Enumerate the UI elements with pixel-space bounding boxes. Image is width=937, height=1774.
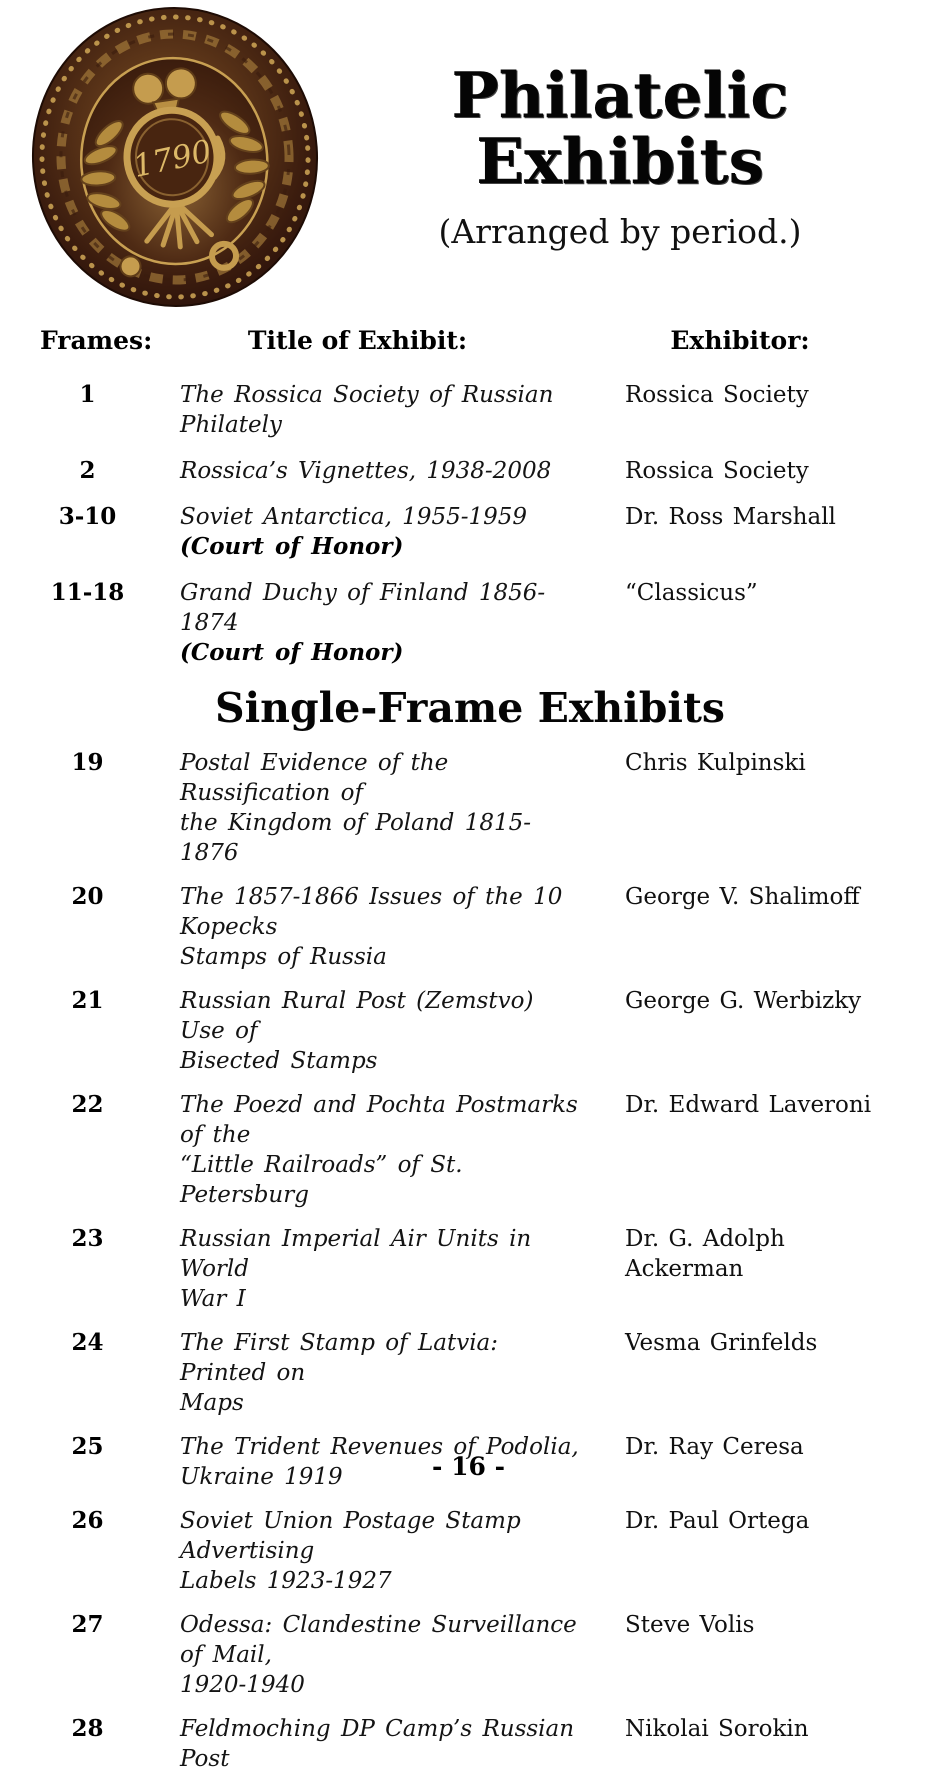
column-header-title: Title of Exhibit: — [247, 326, 468, 355]
exhibit-title — [135, 1714, 580, 1774]
frame-number: 28 — [71, 1715, 104, 1742]
exhibit-title — [135, 1090, 580, 1210]
exhibitor-name: George G. Werbizky — [625, 988, 862, 1014]
exhibitor-name: “Classicus” — [625, 580, 758, 606]
exhibit-title-line: Soviet Antarctica, 1955-1959 — [180, 504, 528, 530]
masthead — [0, 0, 937, 310]
table-row — [40, 456, 900, 486]
exhibit-title — [135, 1506, 580, 1596]
exhibit-title-line: 1920-1940 — [180, 1672, 305, 1698]
exhibitor-name: Dr. Ross Marshall — [625, 504, 836, 530]
frame-number: 26 — [71, 1507, 104, 1534]
court-of-honor-note: (Court of Honor) — [180, 533, 404, 560]
table-row — [40, 380, 900, 440]
exhibit-title-line: “Little Railroads” of St. Petersburg — [180, 1152, 463, 1208]
frame-number: 20 — [71, 883, 104, 910]
exhibit-title-line: The Trident Revenues of Podolia, — [180, 1434, 579, 1460]
frame-number: 19 — [71, 749, 104, 776]
exhibitor-name: Dr. Edward Laveroni — [625, 1092, 872, 1118]
exhibit-title-line: Russian Rural Post (Zemstvo) Use of — [180, 988, 534, 1044]
exhibit-title — [135, 1224, 580, 1314]
exhibit-title-line: Russian Imperial Air Units in World — [180, 1226, 532, 1282]
page-number: - 16 - — [432, 1452, 505, 1481]
frame-number: 21 — [71, 987, 104, 1014]
exhibit-title — [135, 882, 580, 972]
column-header-exhibitor: Exhibitor: — [670, 326, 810, 355]
exhibit-title-line: The Poezd and Pochta Postmarks of the — [180, 1092, 578, 1148]
frame-number: 1 — [79, 381, 96, 408]
frame-number: 27 — [71, 1611, 104, 1638]
exhibit-title-line: the Kingdom of Poland 1815-1876 — [180, 810, 532, 866]
table-row — [40, 748, 900, 868]
exhibit-title-line: Ukraine 1919 — [180, 1464, 343, 1490]
exhibitor-name: George V. Shalimoff — [625, 884, 860, 910]
medallion-year-text: 1790 — [130, 133, 215, 185]
exhibit-title-line: Soviet Union Postage Stamp Advertising — [180, 1508, 521, 1564]
frame-number: 24 — [71, 1329, 104, 1356]
exhibitor-name: Nikolai Sorokin — [625, 1716, 809, 1742]
main-exhibit-rows — [40, 380, 900, 668]
exhibit-title-line: The Rossica Society of Russian Philately — [180, 382, 554, 438]
exhibit-title-line: The 1857-1866 Issues of the 10 Kopecks — [180, 884, 563, 940]
table-header-row — [40, 324, 900, 358]
exhibit-title — [135, 456, 580, 486]
exhibitor-name: Steve Volis — [625, 1612, 755, 1638]
exhibit-title-line: Labels 1923-1927 — [180, 1568, 392, 1594]
exhibit-title-line: War I — [180, 1286, 246, 1312]
exhibit-title — [135, 1328, 580, 1418]
exhibit-title — [135, 986, 580, 1076]
exhibitor-name: Dr. Paul Ortega — [625, 1508, 810, 1534]
frame-number: 11-18 — [50, 579, 125, 606]
exhibitor-name: Dr. G. Adolph Ackerman — [625, 1226, 785, 1282]
table-row — [40, 1506, 900, 1596]
exhibit-title-line: The First Stamp of Latvia: Printed on — [180, 1330, 499, 1386]
frame-number: 23 — [71, 1225, 104, 1252]
table-row — [40, 1090, 900, 1210]
exhibit-title — [135, 380, 580, 440]
table-row — [40, 986, 900, 1076]
exhibit-title-line: Maps — [180, 1390, 244, 1416]
exhibit-title — [135, 1610, 580, 1700]
table-row — [40, 882, 900, 972]
single-frame-section-heading: Single-Frame Exhibits — [215, 684, 725, 732]
exhibit-title — [135, 748, 580, 868]
frame-number: 22 — [71, 1091, 104, 1118]
table-row — [40, 1224, 900, 1314]
exhibitor-name: Chris Kulpinski — [625, 750, 806, 776]
exhibit-title-line: Grand Duchy of Finland 1856-1874 — [180, 580, 546, 636]
page-subtitle: (Arranged by period.) — [438, 212, 802, 252]
postal-seal-medallion-image — [25, 5, 325, 310]
table-row — [40, 1328, 900, 1418]
exhibit-title-line: Stamps of Russia — [180, 944, 387, 970]
exhibitor-name: Dr. Ray Ceresa — [625, 1434, 804, 1460]
table-row — [40, 1714, 900, 1774]
page-title: Philatelic Exhibits — [451, 58, 789, 199]
court-of-honor-note: (Court of Honor) — [180, 639, 404, 666]
exhibit-title — [135, 502, 580, 562]
exhibit-title-line: Feldmoching DP Camp’s Russian Post — [180, 1716, 575, 1772]
table-row — [40, 502, 900, 562]
frame-number: 2 — [79, 457, 96, 484]
exhibit-title — [135, 578, 580, 668]
frame-number: 3-10 — [58, 503, 117, 530]
exhibitor-name: Rossica Society — [625, 382, 809, 408]
exhibit-title-line: Odessa: Clandestine Surveillance of Mail, — [180, 1612, 577, 1668]
table-row — [40, 1610, 900, 1700]
exhibit-title-line: Bisected Stamps — [180, 1048, 378, 1074]
exhibit-title-line: Rossica’s Vignettes, 1938-2008 — [180, 458, 552, 484]
masthead-text — [325, 58, 915, 252]
table-row — [40, 578, 900, 668]
frame-number: 25 — [71, 1433, 104, 1460]
column-header-frames: Frames: — [40, 326, 153, 355]
exhibitor-name: Vesma Grinfelds — [625, 1330, 818, 1356]
single-frame-exhibit-rows — [40, 748, 900, 1774]
exhibitor-name: Rossica Society — [625, 458, 809, 484]
exhibit-title-line: Postal Evidence of the Russification of — [180, 750, 449, 806]
exhibit-table — [0, 324, 937, 1774]
